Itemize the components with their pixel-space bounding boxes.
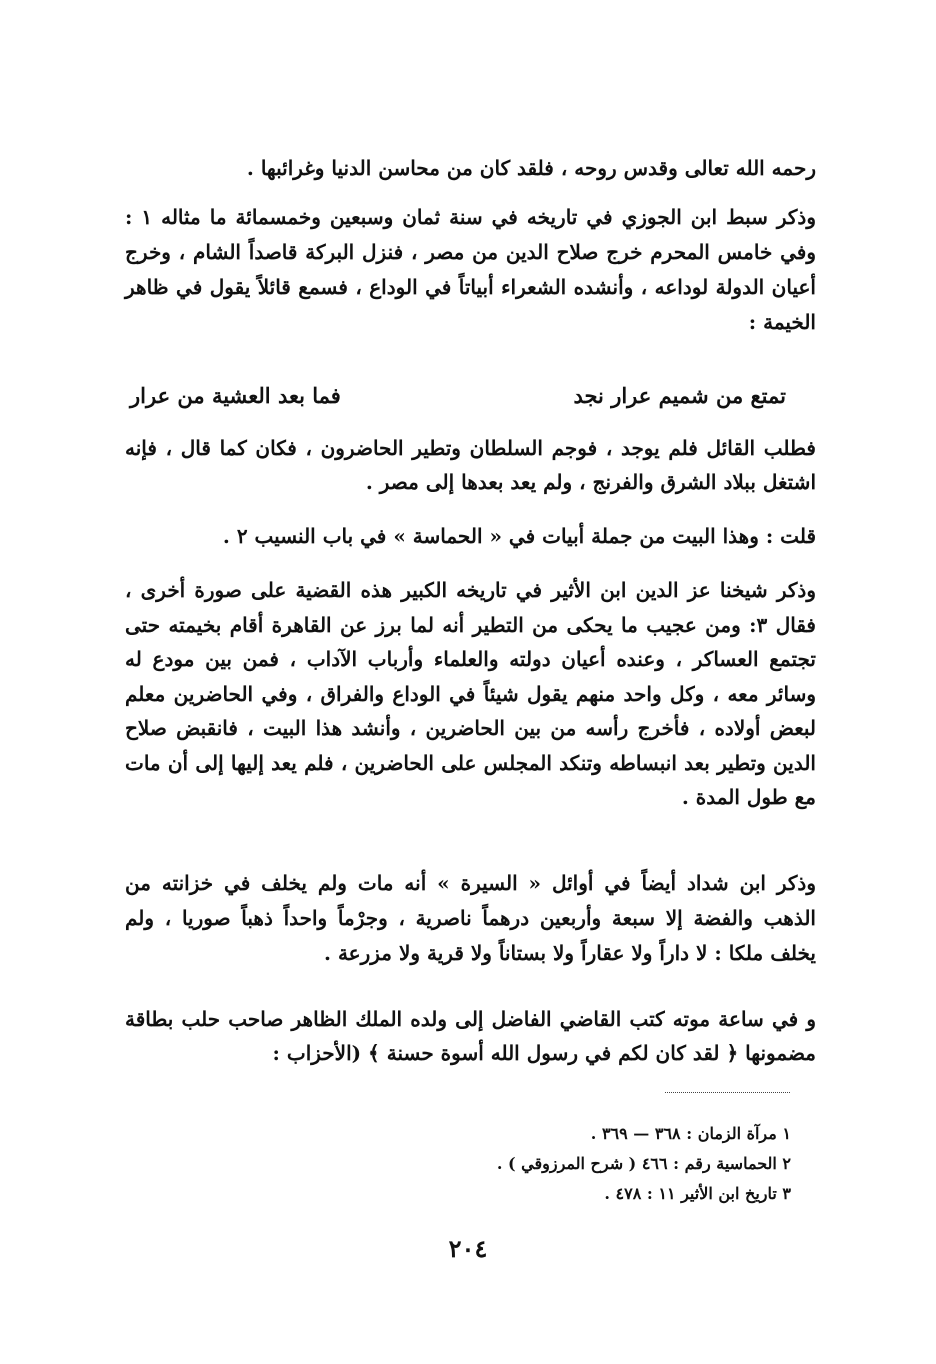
paragraph-closing-praise [125, 150, 816, 186]
paragraph-ibn-shaddad [125, 866, 816, 971]
paragraph-hamasa-note [125, 518, 816, 554]
paragraph-text: وذكر سبط ابن الجوزي في تاريخه في سنة ثمان وسبعين وخمسمائة ما مثاله ١ : وفي خامس المحرم خرج صلاح الدين من مصر ، فنزل البركة قاصداً الشام ، وخرج أعيان الدولة لوداعه ، وأنشده الشعراء أبياتاً في الوداع ، فسمع قائلاً يقول في ظاهر الخيمة : [125, 205, 816, 334]
paragraph-sibt-ibn-al-jawzi [125, 200, 816, 340]
paragraph-text: وذكر ابن شداد أيضاً في أوائل « السيرة » أنه مات ولم يخلف في خزانته من الذهب والفضة إلا سبعة وأربعين درهماً ناصرية ، وجرْماً واحداً ذهباً صوريا ، ولم يخلف ملكا : لا داراً ولا عقاراً ولا بستاناً ولا قرية ولا مزرعة . [125, 871, 816, 965]
footnote-separator [665, 1092, 790, 1093]
paragraph-text: قلت : وهذا البيت من جملة أبيات في « الحماسة » في باب النسيب ٢ . [222, 524, 816, 548]
poem-verse [130, 378, 786, 414]
paragraph-ibn-al-athir [125, 573, 816, 815]
verse-second-hemistich: فما بعد العشية من عرار [130, 383, 341, 408]
paragraph-text: و في ساعة موته كتب القاضي الفاضل إلى ولده الملك الظاهر صاحب حلب بطاقة مضمونها ﴿ لقد كان لكم في رسول الله أسوة حسنة ﴾ (الأحزاب : [125, 1007, 816, 1065]
paragraph-text: رحمه الله تعالى وقدس روحه ، فلقد كان من محاسن الدنيا وغرائبها . [246, 156, 816, 180]
paragraph-omen [125, 431, 816, 499]
paragraph-text: وذكر شيخنا عز الدين ابن الأثير في تاريخه الكبير هذه القضية على صورة أخرى ، فقال ٣: ومن عجيب ما يحكى من التطير أنه لما برز عن القاهرة أقام بخيمته حتى تجتمع العساكر ، وعنده أعيان دولته والعلماء وأرباب الآداب ، فمن بين مودع له وسائر معه ، وكل واحد منهم يقول شيئاً في الوداع والفراق ، وفي الحاضرين معلم لبعض أولاده ، فأخرج رأسه من بين الحاضرين ، وأنشد هذا البيت ، فانقبض صلاح الدين وتطير بعد انبساطه وتنكد المجلس على الحاضرين ، فلم يعد إليها إلى أن مات مع طول المدة . [125, 578, 816, 809]
footnote-3: ٣ تاريخ ابن الأثير ١١ : ٤٧٨ . [604, 1184, 791, 1203]
paragraph-qadi-al-fadil [125, 1002, 816, 1070]
footnote-2: ٢ الحماسية رقم : ٤٦٦ ( شرح المرزوقي ) . [496, 1154, 791, 1173]
page-number: ٢٠٤ [448, 1234, 488, 1263]
footnote-1: ١ مرآة الزمان : ٣٦٨ — ٣٦٩ . [590, 1124, 791, 1143]
footnotes [497, 1119, 791, 1209]
verse-first-hemistich: تمتع من شميم عرار نجد [573, 383, 786, 408]
paragraph-text: فطلب القائل فلم يوجد ، فوجم السلطان وتطير الحاضرون ، فكان كما قال ، فإنه اشتغل ببلاد الشرق والفرنج ، ولم يعد بعدها إلى مصر . [125, 436, 816, 494]
